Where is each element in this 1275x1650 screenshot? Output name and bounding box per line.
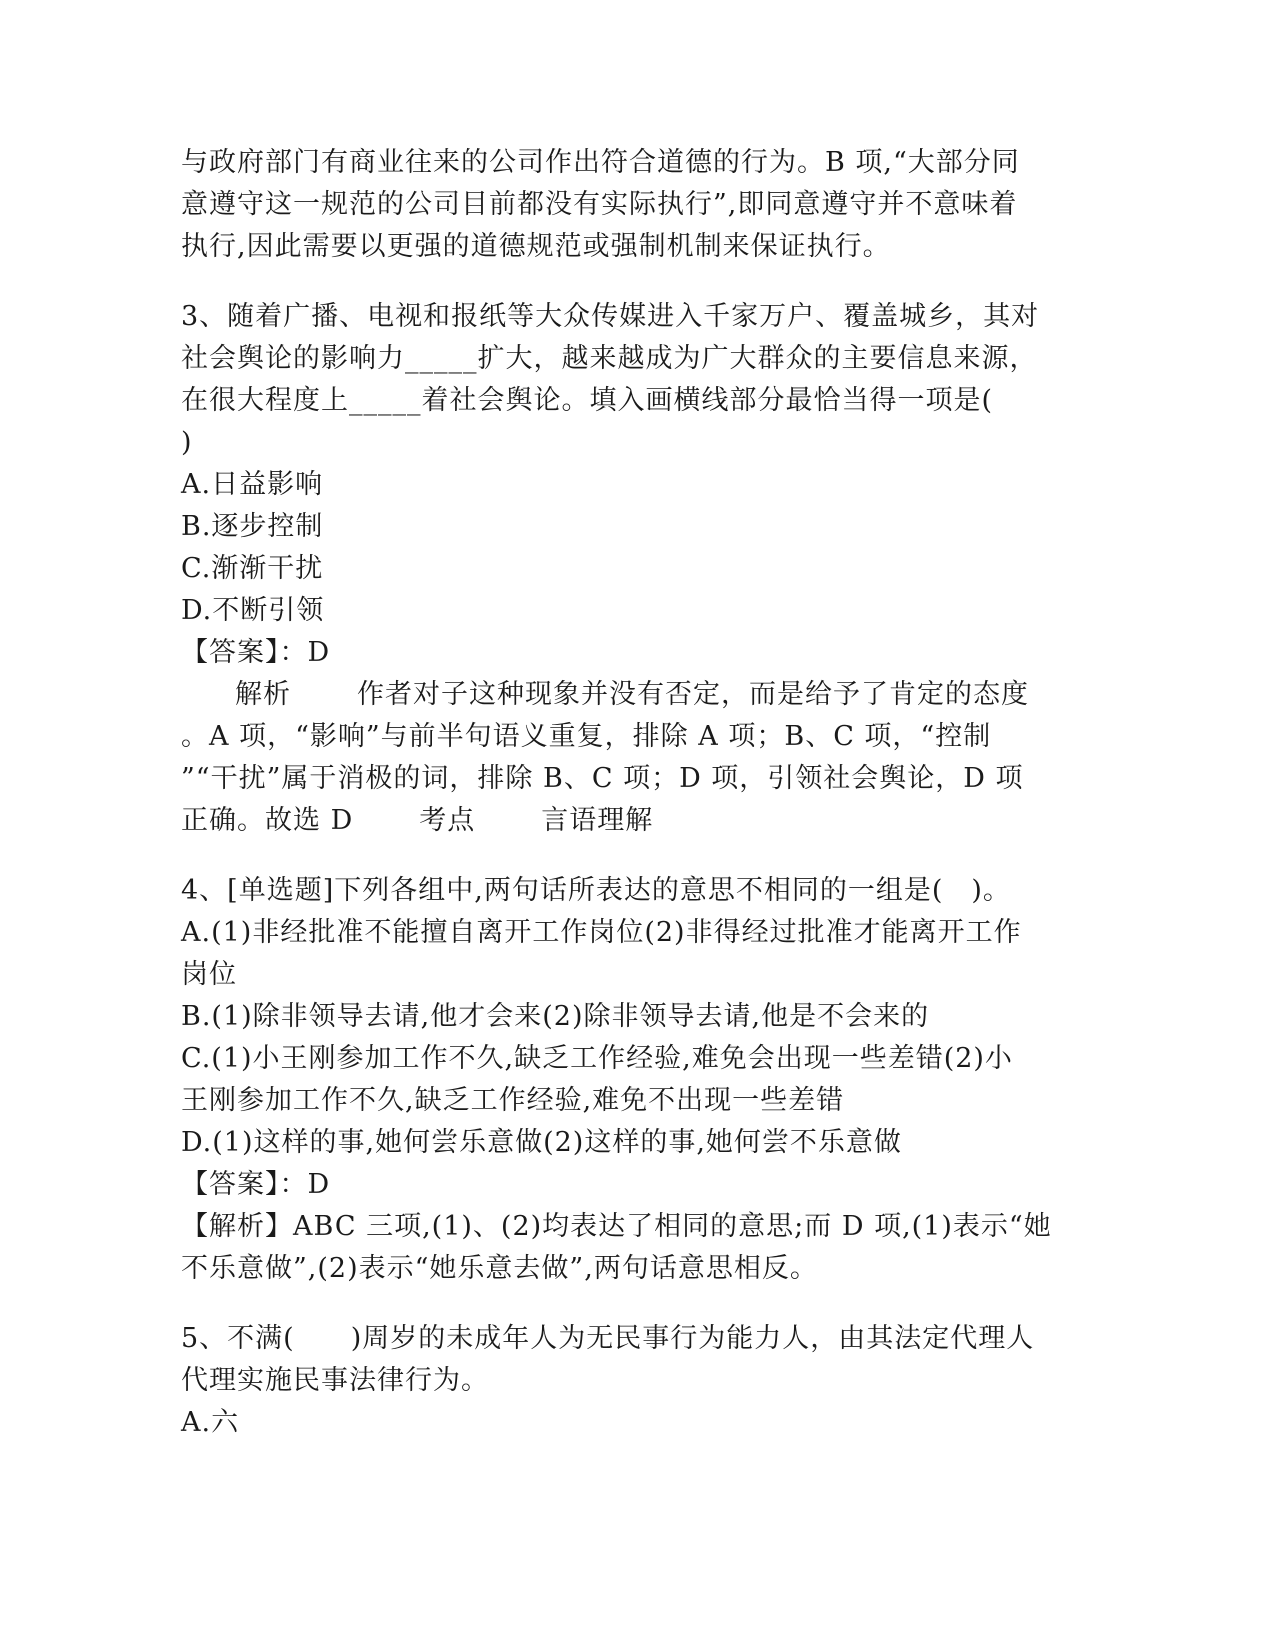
option-d: D.不断引领 [181, 595, 325, 626]
text-line: 与政府部门有商业往来的公司作出符合道德的行为。B 项,“大部分同 [181, 147, 1020, 178]
question-stem-line: 代理实施民事法律行为。 [181, 1365, 489, 1396]
analysis-line: 【解析】ABC 三项,(1)、(2)均表达了相同的意思;而 D 项,(1)表示“她 [181, 1211, 1052, 1242]
question-3 [181, 296, 1061, 842]
kaodian-value: 言语理解 [541, 805, 654, 836]
analysis-line: ”“干扰”属于消极的词，排除 B、C 项；D 项，引领社会舆论，D 项 [181, 763, 1024, 794]
option-b: B.(1)除非领导去请,他才会来(2)除非领导去请,他是不会来的 [181, 1001, 930, 1032]
analysis-last-line [181, 800, 1061, 842]
question-stem-line: 在很大程度上_____着社会舆论。填入画横线部分最恰当得一项是( [181, 385, 994, 416]
analysis-end: 正确。故选 D [181, 805, 354, 836]
question-stem-line: 4、[单选题]下列各组中,两句话所表达的意思不相同的一组是( )。 [181, 875, 1011, 906]
option-a-cont: 岗位 [181, 959, 237, 990]
answer-line: 【答案】：D [181, 637, 331, 668]
kaodian-label: 考点 [419, 805, 476, 836]
analysis-label: 解析 [235, 679, 291, 710]
document-page [181, 142, 1061, 1444]
text-line: 意遵守这一规范的公司目前都没有实际执行”,即同意遵守并不意味着 [181, 189, 1018, 220]
analysis-line: 。A 项，“影响”与前半句语义重复，排除 A 项；B、C 项，“控制 [181, 721, 992, 752]
analysis-line: 不乐意做”,(2)表示“她乐意去做”,两句话意思相反。 [181, 1253, 818, 1284]
analysis-first-line [181, 674, 1061, 716]
question-stem-line: 5、不满( )周岁的未成年人为无民事行为能力人，由其法定代理人 [181, 1323, 1035, 1354]
option-b: B.逐步控制 [181, 511, 324, 542]
q2-analysis-tail [181, 142, 1061, 268]
analysis-text: 作者对子这种现象并没有否定，而是给予了肯定的态度 [357, 679, 1029, 710]
option-c-cont: 王刚参加工作不久,缺乏工作经验,难免不出现一些差错 [181, 1085, 845, 1116]
question-5 [181, 1318, 1061, 1444]
option-a: A.六 [181, 1407, 240, 1438]
text-line: 执行,因此需要以更强的道德规范或强制机制来保证执行。 [181, 231, 891, 262]
option-d: D.(1)这样的事,她何尝乐意做(2)这样的事,她何尝不乐意做 [181, 1127, 902, 1158]
option-c: C.渐渐干扰 [181, 553, 324, 584]
question-4 [181, 870, 1061, 1290]
option-a: A.日益影响 [181, 469, 324, 500]
option-c: C.(1)小王刚参加工作不久,缺乏工作经验,难免会出现一些差错(2)小 [181, 1043, 1013, 1074]
answer-line: 【答案】：D [181, 1169, 331, 1200]
question-stem-line: ) [181, 427, 193, 458]
option-a: A.(1)非经批准不能擅自离开工作岗位(2)非得经过批准才能离开工作 [181, 917, 1022, 948]
question-stem-line: 社会舆论的影响力_____扩大，越来越成为广大群众的主要信息来源， [181, 343, 1038, 374]
question-stem-line: 3、随着广播、电视和报纸等大众传媒进入千家万户、覆盖城乡，其对 [181, 301, 1040, 332]
